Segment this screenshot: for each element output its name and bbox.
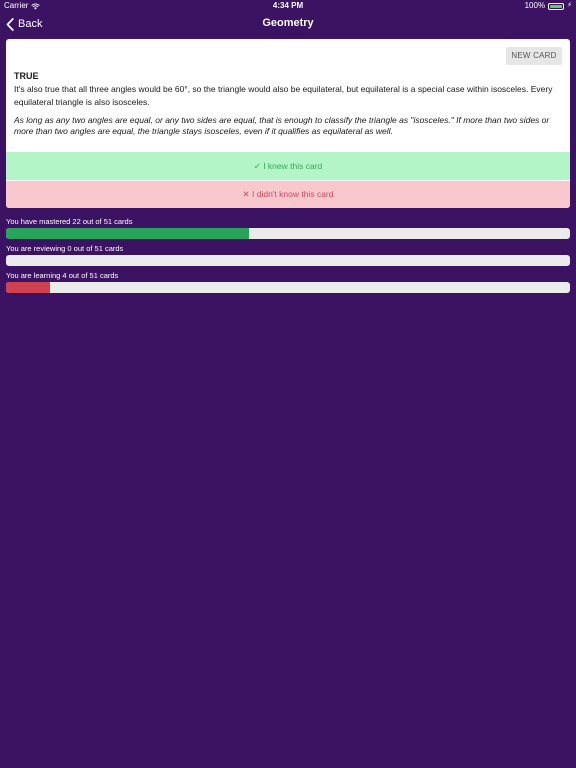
back-label: Back [18,18,43,30]
progress-mastered-fill [6,228,249,239]
progress-reviewing-label: You are reviewing 0 out of 51 cards [6,244,124,253]
charging-icon: ⚡ [567,2,572,9]
progress-mastered [6,217,570,239]
progress-reviewing-track [6,255,570,266]
answer-note: As long as any two angles are equal, or any two sides are equal, that is enough to classify the triangle as "isosceles." If more than two sides or more than two angles are equal, the triangle stays isosceles, even if it qualifies as equilateral as well. [14,115,550,136]
page-title: Geometry [262,17,314,29]
answer-area [14,71,562,137]
answer-explanation: It's also true that all three angles would be 60°, so the triangle would also be equilateral, but equilateral is a special case within isosceles. Every equilateral triangle is also isosceles. [14,84,553,107]
status-right [525,0,572,12]
status-time: 4:34 PM [272,1,304,10]
progress-mastered-label: You have mastered 22 out of 51 cards [6,217,133,226]
progress-reviewing [6,244,570,266]
battery-percent: 100% [524,1,546,10]
carrier-label: Carrier [4,1,29,10]
new-card-button[interactable]: NEW CARD [506,47,562,65]
flashcard [6,39,570,208]
progress-learning-track [6,282,570,293]
progress-learning-label: You are learning 4 out of 51 cards [6,271,119,280]
nav-bar [0,12,576,36]
didnt-know-card-button[interactable]: ✕ I didn't know this card [6,181,570,208]
battery-icon [548,3,564,10]
status-bar [0,0,576,12]
progress-mastered-track [6,228,570,239]
knew-card-button[interactable]: ✓ I knew this card [6,152,570,180]
answer-label: TRUE [14,71,39,81]
progress-learning-fill [6,282,50,293]
progress-learning [6,271,570,293]
